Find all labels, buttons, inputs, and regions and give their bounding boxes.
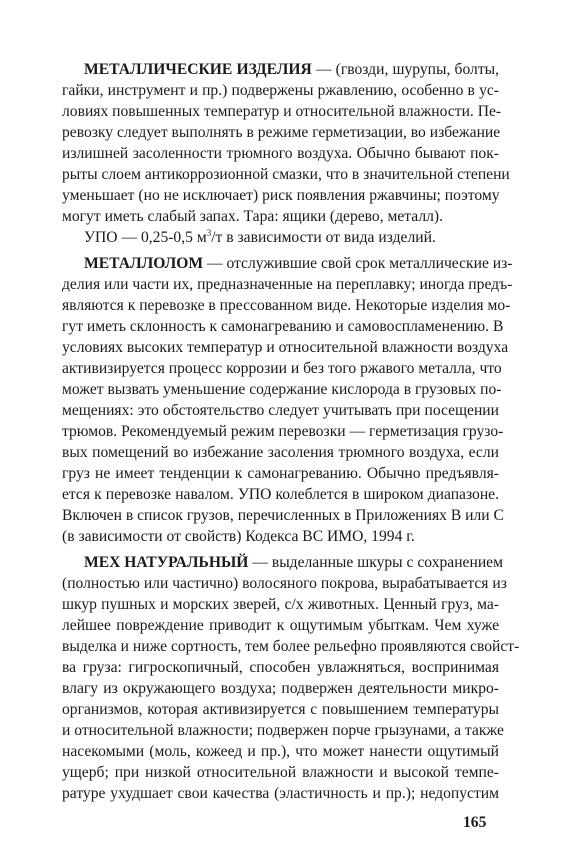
entry-heading: МЕТАЛЛИЧЕСКИЕ ИЗДЕЛИЯ bbox=[84, 61, 312, 78]
text-line: делия или части их, предназначенные на переплавку; иногда предъ- bbox=[62, 276, 513, 293]
text-line: организмов, которая активизируется с повышением температуры bbox=[62, 701, 499, 718]
text-line: вых помещений во избежание засоления трюмного воздуха, если bbox=[62, 444, 499, 461]
text-line: излишней засоленности трюмного воздуха. Обычно бывают пок- bbox=[62, 145, 499, 162]
text-line: трюмов. Рекомендуемый режим перевозки — герметизация грузо- bbox=[62, 423, 504, 440]
text-line: — выделанные шкуры с сохранением bbox=[248, 554, 503, 571]
text-line: ловиях повышенных температур и относительной влажности. Пе- bbox=[62, 103, 502, 120]
text-line: активизируется процесс коррозии и без того ржавого металла, что bbox=[62, 360, 502, 377]
text-line: насекомыми (моль, кожеед и пр.), что может нанести ощутимый bbox=[62, 743, 499, 760]
text-line: Включен в список грузов, перечисленных в Приложениях В или С bbox=[62, 507, 504, 524]
entry-first-line bbox=[84, 553, 503, 573]
text-line: ущерб; при низкой относительной влажности и высокой темпе- bbox=[62, 764, 499, 781]
text-line: ва груза: гигроскопичный, способен увлажняться, воспринимая bbox=[62, 659, 499, 676]
entry-heading: МЕХ НАТУРАЛЬНЫЙ bbox=[84, 554, 249, 571]
entry-heading: МЕТАЛЛОЛОМ bbox=[84, 255, 204, 272]
text-line: являются к перевозке в прессованном виде. Некоторые изделия мо- bbox=[62, 297, 511, 314]
text-line: могут иметь слабый запах. Тара: ящики (дерево, металл). bbox=[62, 208, 444, 225]
entry-first-line bbox=[84, 60, 499, 80]
text-line: и относительной влажности; подвержен порче грызунами, а также bbox=[62, 722, 504, 739]
text-line: рыты слоем антикоррозионной смазки, что в значительной степени bbox=[62, 166, 510, 183]
text-line: гут иметь склонность к самонагреванию и самовоспламенению. В bbox=[62, 318, 504, 335]
text-line: ется к перевозке навалом. УПО колеблется в широком диапазоне. bbox=[62, 486, 499, 503]
text-line: выделка и ниже сортность, тем более рельефно проявляются свойст- bbox=[62, 638, 520, 655]
text-line: уменьшает (но не исключает) риск появления ржавчины; поэтому bbox=[62, 187, 500, 204]
text-line: ратуре ухудшает свои качества (эластичность и пр.); недопустим bbox=[62, 785, 499, 802]
text-line: мещениях: это обстоятельство следует учитывать при посещении bbox=[62, 402, 499, 419]
text-line: гайки, инструмент и пр.) подвержены ржавлению, особенно в ус- bbox=[62, 82, 499, 99]
upo-text: УПО — 0,25-0,5 м bbox=[84, 229, 207, 246]
text-line: (полностью или частично) волосяного покрова, вырабатывается из bbox=[62, 575, 507, 592]
upo-line bbox=[84, 228, 499, 248]
text-line: (в зависимости от свойств) Кодекса ВС ИМО, 1994 г. bbox=[62, 528, 415, 545]
text-line: влагу из окружающего воздуха; подвержен деятельности микро- bbox=[62, 680, 499, 697]
text-line: может вызвать уменьшение содержание кислорода в грузовых по- bbox=[62, 381, 502, 398]
text-line: — отслужившие свой срок металлические из- bbox=[203, 255, 513, 272]
text-line: условиях высоких температур и относительной влажности воздуха bbox=[62, 339, 509, 356]
text-line: ревозку следует выполнять в режиме герметизации, во избежание bbox=[62, 124, 501, 141]
text-line: лейшее повреждение приводит к ощутимым убыткам. Чем хуже bbox=[62, 617, 499, 634]
upo-text-end: /т в зависимости от вида изделий. bbox=[211, 229, 436, 246]
text-line: — (гвозди, шурупы, болты, bbox=[311, 61, 500, 78]
text-line: груз не имеет тенденции к самонагреванию. Обычно предъявля- bbox=[62, 465, 499, 482]
text-line: шкур пушных и морских зверей, с/х животных. Ценный груз, ма- bbox=[62, 596, 499, 613]
entry-first-line bbox=[84, 254, 513, 274]
page-number: 165 bbox=[463, 814, 487, 831]
upo-superscript: 3 bbox=[206, 228, 212, 238]
